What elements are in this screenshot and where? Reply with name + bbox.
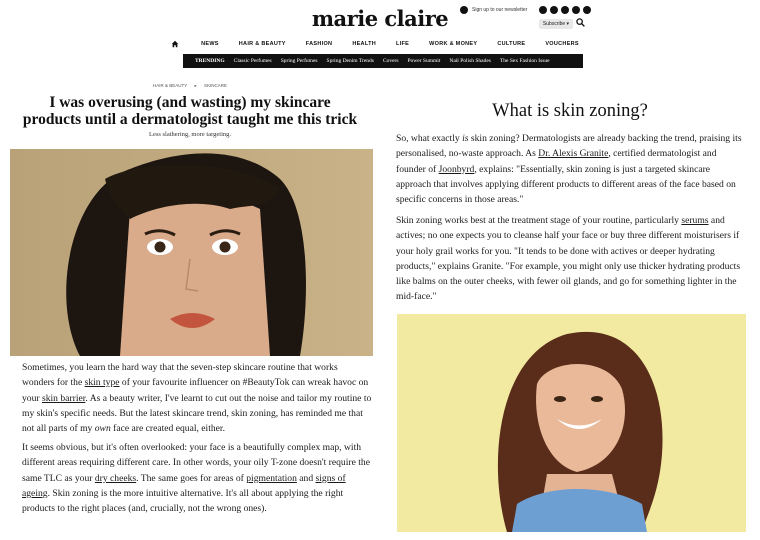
trending-item[interactable]: Classic Perfumes — [233, 58, 272, 64]
site-logo[interactable]: marie claire — [311, 6, 449, 31]
tiktok-icon[interactable] — [550, 6, 558, 14]
text-run: skin zoning? Dermatologists are already backing the trend, praising its personalised, no-waste approach. As — [396, 133, 742, 160]
dermatologist-portrait-photo — [397, 314, 746, 532]
nav-vouchers[interactable]: VOUCHERS — [545, 41, 579, 47]
chevron-right-icon: ▸ — [194, 83, 197, 88]
body-paragraph-1 — [22, 360, 372, 436]
trending-item[interactable]: Power Summit — [407, 58, 441, 64]
newsletter-signup[interactable] — [460, 6, 527, 14]
site-header — [0, 0, 760, 36]
breadcrumb — [0, 83, 380, 89]
facebook-icon[interactable] — [583, 6, 591, 14]
trending-item[interactable]: Spring Denim Trends — [326, 58, 374, 64]
text-run: . The same goes for areas of — [136, 472, 247, 484]
envelope-icon — [460, 6, 468, 14]
subscribe-button[interactable]: Subscribe ▾ — [539, 19, 573, 29]
body-paragraph-3 — [396, 131, 746, 207]
newsletter-label: Sign up to our newsletter — [472, 7, 528, 13]
link-skin-type[interactable]: skin type — [84, 377, 120, 389]
trending-bar — [183, 54, 583, 68]
trending-label: TRENDING — [195, 58, 225, 64]
article-title: I was overusing (and wasting) my skincare products until a dermatologist taught me this trick — [22, 94, 358, 128]
article-subtitle: Less slathering, more targeting. — [148, 131, 231, 138]
body-paragraph-2 — [22, 440, 372, 516]
nav-work-money[interactable]: WORK & MONEY — [429, 41, 478, 47]
nav-health[interactable]: HEALTH — [352, 41, 377, 47]
link-dry-cheeks[interactable]: dry cheeks — [94, 472, 137, 484]
main-nav — [0, 38, 760, 50]
trending-item[interactable]: Spring Perfumes — [280, 58, 318, 64]
link-skin-barrier[interactable]: skin barrier — [41, 392, 86, 404]
breadcrumb-skincare[interactable]: SKINCARE — [204, 83, 228, 88]
link-joonbyrd[interactable]: Joonbyrd — [438, 163, 475, 175]
social-links — [539, 6, 591, 14]
instagram-icon[interactable] — [539, 6, 547, 14]
text-run: and actives; no one expects you to cleanse half your face or buy three different moisturisers if your holy grail works for you. "It tends to be done with actives or deeper hydrating products," explains Granite. "For example, you might only use thicker hydrating products like balms on the outer cheeks, with fewer oil glands, and go for something lighter in the mid-face." — [396, 215, 741, 303]
text-run: So, what exactly — [396, 133, 463, 144]
trending-item[interactable]: Covers — [382, 58, 399, 64]
x-icon[interactable] — [561, 6, 569, 14]
text-run: and — [296, 472, 316, 484]
text-run: It seems obvious, but it's often overlooked: your face is a beautifully complex map, with different areas requiring different care. In other words, your oily T-zone doesn't require the same TLC as your — [22, 442, 370, 484]
emphasis-text: is — [462, 133, 469, 144]
hero-photo-woman-bob — [10, 149, 373, 356]
text-run: , certified dermatologist and founder of — [396, 148, 717, 175]
link-pigmentation[interactable]: pigmentation — [246, 472, 297, 484]
home-icon[interactable] — [171, 40, 179, 48]
trending-item[interactable]: The Sex Fashion Issue — [499, 58, 550, 64]
nav-hair-beauty[interactable]: HAIR & BEAUTY — [238, 41, 286, 47]
nav-news[interactable]: NEWS — [201, 41, 219, 47]
link-signs-of-ageing[interactable]: signs of ageing — [22, 472, 346, 499]
link-serums[interactable]: serums — [681, 215, 709, 226]
text-run: Sometimes, you learn the hard way that the seven-step skincare routine that works wonders for the — [22, 362, 338, 389]
emphasis-text: own — [94, 423, 111, 435]
text-run: . Skin zoning is the more intuitive alternative. It's all about applying the right products to the right places (and, crucially, not the wrong ones). — [22, 487, 344, 515]
text-run: , explains: "Essentially, skin zoning is just a targeted skincare approach that involves applying different products to different areas of the face based on specific concerns in those areas." — [396, 163, 736, 206]
link-dr-alexis-granite[interactable]: Dr. Alexis Granite — [538, 148, 609, 160]
nav-culture[interactable]: CULTURE — [497, 41, 526, 47]
section-heading: What is skin zoning? — [492, 101, 648, 121]
text-run: face are created equal, either. — [110, 423, 225, 435]
text-run: . As a beauty writer, I've learnt to cut out the noise and tailor my routine to my skin's specific needs. But the latest skincare trend, skin zoning, has reminded me that not all parts of my — [22, 392, 372, 435]
nav-life[interactable]: LIFE — [396, 41, 410, 47]
text-run: of your favourite influencer on #BeautyTok can wreak havoc on your — [22, 377, 369, 404]
text-run: Skin zoning works best at the treatment stage of your routine, particularly — [396, 215, 682, 226]
search-icon[interactable] — [576, 18, 585, 27]
trending-item[interactable]: Nail Polish Shades — [449, 58, 491, 64]
nav-fashion[interactable]: FASHION — [305, 41, 333, 47]
breadcrumb-hair-beauty[interactable]: HAIR & BEAUTY — [152, 83, 188, 88]
youtube-icon[interactable] — [572, 6, 580, 14]
body-paragraph-4 — [396, 213, 746, 305]
